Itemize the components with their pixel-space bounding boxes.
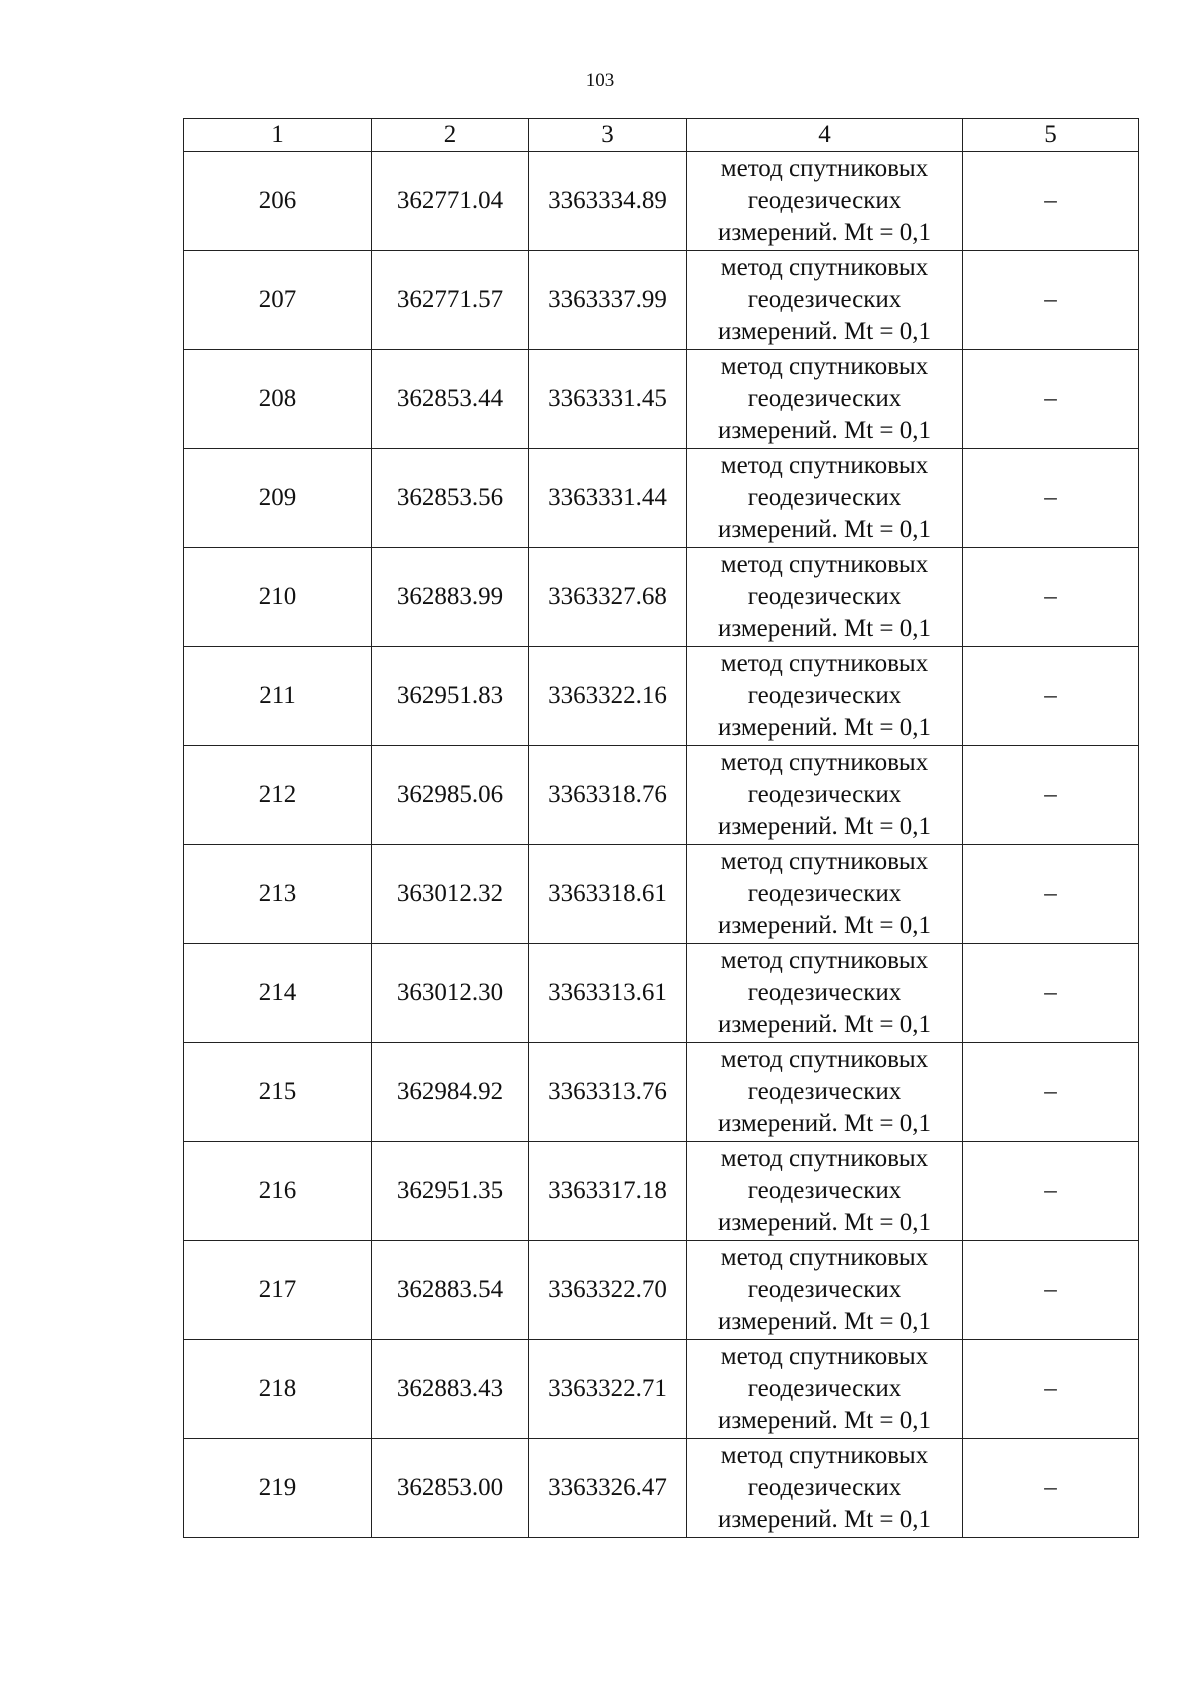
method-line: измерений. Mt = 0,1 — [717, 219, 932, 246]
page-number: 103 — [585, 70, 615, 91]
method-line: измерений. Mt = 0,1 — [717, 1308, 932, 1335]
table-row — [184, 350, 1139, 449]
table-row — [184, 1142, 1139, 1241]
x-coordinate-cell: 362883.43 — [372, 1340, 529, 1439]
method-cell — [687, 944, 963, 1043]
method-line: метод спутниковых — [720, 1343, 929, 1370]
table-row — [184, 449, 1139, 548]
x-coordinate-cell: 362985.06 — [372, 746, 529, 845]
method-cell — [687, 746, 963, 845]
table-row — [184, 1340, 1139, 1439]
method-line: метод спутниковых — [720, 1442, 929, 1469]
method-line: измерений. Mt = 0,1 — [717, 1506, 932, 1533]
y-coordinate-cell: 3363337.99 — [529, 251, 687, 350]
y-coordinate-cell: 3363322.16 — [529, 647, 687, 746]
table-row — [184, 845, 1139, 944]
y-coordinate-cell: 3363322.70 — [529, 1241, 687, 1340]
method-line: метод спутниковых — [720, 947, 929, 974]
method-cell — [687, 548, 963, 647]
method-line: геодезических — [747, 682, 902, 709]
method-line: геодезических — [747, 1078, 902, 1105]
method-line: измерений. Mt = 0,1 — [717, 1407, 932, 1434]
method-line: геодезических — [747, 385, 902, 412]
y-coordinate-cell: 3363318.61 — [529, 845, 687, 944]
method-cell — [687, 1043, 963, 1142]
point-number-cell: 214 — [184, 944, 372, 1043]
table-row — [184, 746, 1139, 845]
column-header-3: 3 — [529, 119, 687, 152]
note-cell: – — [963, 152, 1139, 251]
y-coordinate-cell: 3363318.76 — [529, 746, 687, 845]
method-line: измерений. Mt = 0,1 — [717, 714, 932, 741]
x-coordinate-cell: 362984.92 — [372, 1043, 529, 1142]
method-line: метод спутниковых — [720, 353, 929, 380]
method-line: геодезических — [747, 1375, 902, 1402]
x-coordinate-cell: 362883.54 — [372, 1241, 529, 1340]
method-line: геодезических — [747, 1276, 902, 1303]
note-cell: – — [963, 746, 1139, 845]
method-line: измерений. Mt = 0,1 — [717, 1110, 932, 1137]
method-line: геодезических — [747, 583, 902, 610]
note-cell: – — [963, 1142, 1139, 1241]
method-line: геодезических — [747, 187, 902, 214]
point-number-cell: 212 — [184, 746, 372, 845]
note-cell: – — [963, 647, 1139, 746]
method-line: измерений. Mt = 0,1 — [717, 1209, 932, 1236]
x-coordinate-cell: 362951.83 — [372, 647, 529, 746]
point-number-cell: 208 — [184, 350, 372, 449]
x-coordinate-cell: 362883.99 — [372, 548, 529, 647]
column-header-2: 2 — [372, 119, 529, 152]
column-header-4: 4 — [687, 119, 963, 152]
y-coordinate-cell: 3363313.61 — [529, 944, 687, 1043]
note-cell: – — [963, 1340, 1139, 1439]
x-coordinate-cell: 362853.56 — [372, 449, 529, 548]
table-row — [184, 647, 1139, 746]
method-cell — [687, 251, 963, 350]
method-line: геодезических — [747, 1474, 902, 1501]
method-line: метод спутниковых — [720, 254, 929, 281]
method-line: метод спутниковых — [720, 1145, 929, 1172]
column-header-5: 5 — [963, 119, 1139, 152]
table-body — [184, 152, 1139, 1538]
x-coordinate-cell: 363012.32 — [372, 845, 529, 944]
method-cell — [687, 350, 963, 449]
method-line: метод спутниковых — [720, 650, 929, 677]
method-line: измерений. Mt = 0,1 — [717, 1011, 932, 1038]
x-coordinate-cell: 362771.04 — [372, 152, 529, 251]
x-coordinate-cell: 363012.30 — [372, 944, 529, 1043]
method-cell — [687, 1241, 963, 1340]
table-row — [184, 251, 1139, 350]
method-cell — [687, 1340, 963, 1439]
method-line: геодезических — [747, 1177, 902, 1204]
point-number-cell: 219 — [184, 1439, 372, 1538]
point-number-cell: 218 — [184, 1340, 372, 1439]
method-line: геодезических — [747, 484, 902, 511]
method-line: метод спутниковых — [720, 848, 929, 875]
method-line: метод спутниковых — [720, 551, 929, 578]
point-number-cell: 210 — [184, 548, 372, 647]
method-line: измерений. Mt = 0,1 — [717, 813, 932, 840]
method-cell — [687, 1439, 963, 1538]
coordinates-table — [183, 118, 1139, 1538]
method-line: геодезических — [747, 979, 902, 1006]
method-line: измерений. Mt = 0,1 — [717, 318, 932, 345]
note-cell: – — [963, 944, 1139, 1043]
point-number-cell: 211 — [184, 647, 372, 746]
method-line: метод спутниковых — [720, 452, 929, 479]
point-number-cell: 216 — [184, 1142, 372, 1241]
method-line: метод спутниковых — [720, 1244, 929, 1271]
method-line: измерений. Mt = 0,1 — [717, 516, 932, 543]
method-line: геодезических — [747, 781, 902, 808]
point-number-cell: 215 — [184, 1043, 372, 1142]
y-coordinate-cell: 3363334.89 — [529, 152, 687, 251]
table-row — [184, 1043, 1139, 1142]
note-cell: – — [963, 350, 1139, 449]
header-row — [184, 119, 1139, 152]
note-cell: – — [963, 251, 1139, 350]
note-cell: – — [963, 449, 1139, 548]
y-coordinate-cell: 3363322.71 — [529, 1340, 687, 1439]
method-line: метод спутниковых — [720, 155, 929, 182]
y-coordinate-cell: 3363326.47 — [529, 1439, 687, 1538]
point-number-cell: 209 — [184, 449, 372, 548]
column-header-1: 1 — [184, 119, 372, 152]
method-line: измерений. Mt = 0,1 — [717, 615, 932, 642]
y-coordinate-cell: 3363313.76 — [529, 1043, 687, 1142]
x-coordinate-cell: 362853.44 — [372, 350, 529, 449]
table-row — [184, 944, 1139, 1043]
method-cell — [687, 152, 963, 251]
point-number-cell: 213 — [184, 845, 372, 944]
x-coordinate-cell: 362951.35 — [372, 1142, 529, 1241]
note-cell: – — [963, 548, 1139, 647]
table-row — [184, 1241, 1139, 1340]
point-number-cell: 207 — [184, 251, 372, 350]
point-number-cell: 217 — [184, 1241, 372, 1340]
y-coordinate-cell: 3363317.18 — [529, 1142, 687, 1241]
table-header — [184, 119, 1139, 152]
y-coordinate-cell: 3363331.45 — [529, 350, 687, 449]
note-cell: – — [963, 1439, 1139, 1538]
y-coordinate-cell: 3363327.68 — [529, 548, 687, 647]
table-row — [184, 1439, 1139, 1538]
method-line: измерений. Mt = 0,1 — [717, 417, 932, 444]
y-coordinate-cell: 3363331.44 — [529, 449, 687, 548]
method-line: геодезических — [747, 286, 902, 313]
method-cell — [687, 1142, 963, 1241]
method-cell — [687, 845, 963, 944]
x-coordinate-cell: 362771.57 — [372, 251, 529, 350]
method-line: метод спутниковых — [720, 749, 929, 776]
x-coordinate-cell: 362853.00 — [372, 1439, 529, 1538]
method-cell — [687, 449, 963, 548]
method-line: метод спутниковых — [720, 1046, 929, 1073]
method-line: геодезических — [747, 880, 902, 907]
method-line: измерений. Mt = 0,1 — [717, 912, 932, 939]
note-cell: – — [963, 1241, 1139, 1340]
method-cell — [687, 647, 963, 746]
note-cell: – — [963, 845, 1139, 944]
point-number-cell: 206 — [184, 152, 372, 251]
note-cell: – — [963, 1043, 1139, 1142]
table-row — [184, 152, 1139, 251]
table-row — [184, 548, 1139, 647]
